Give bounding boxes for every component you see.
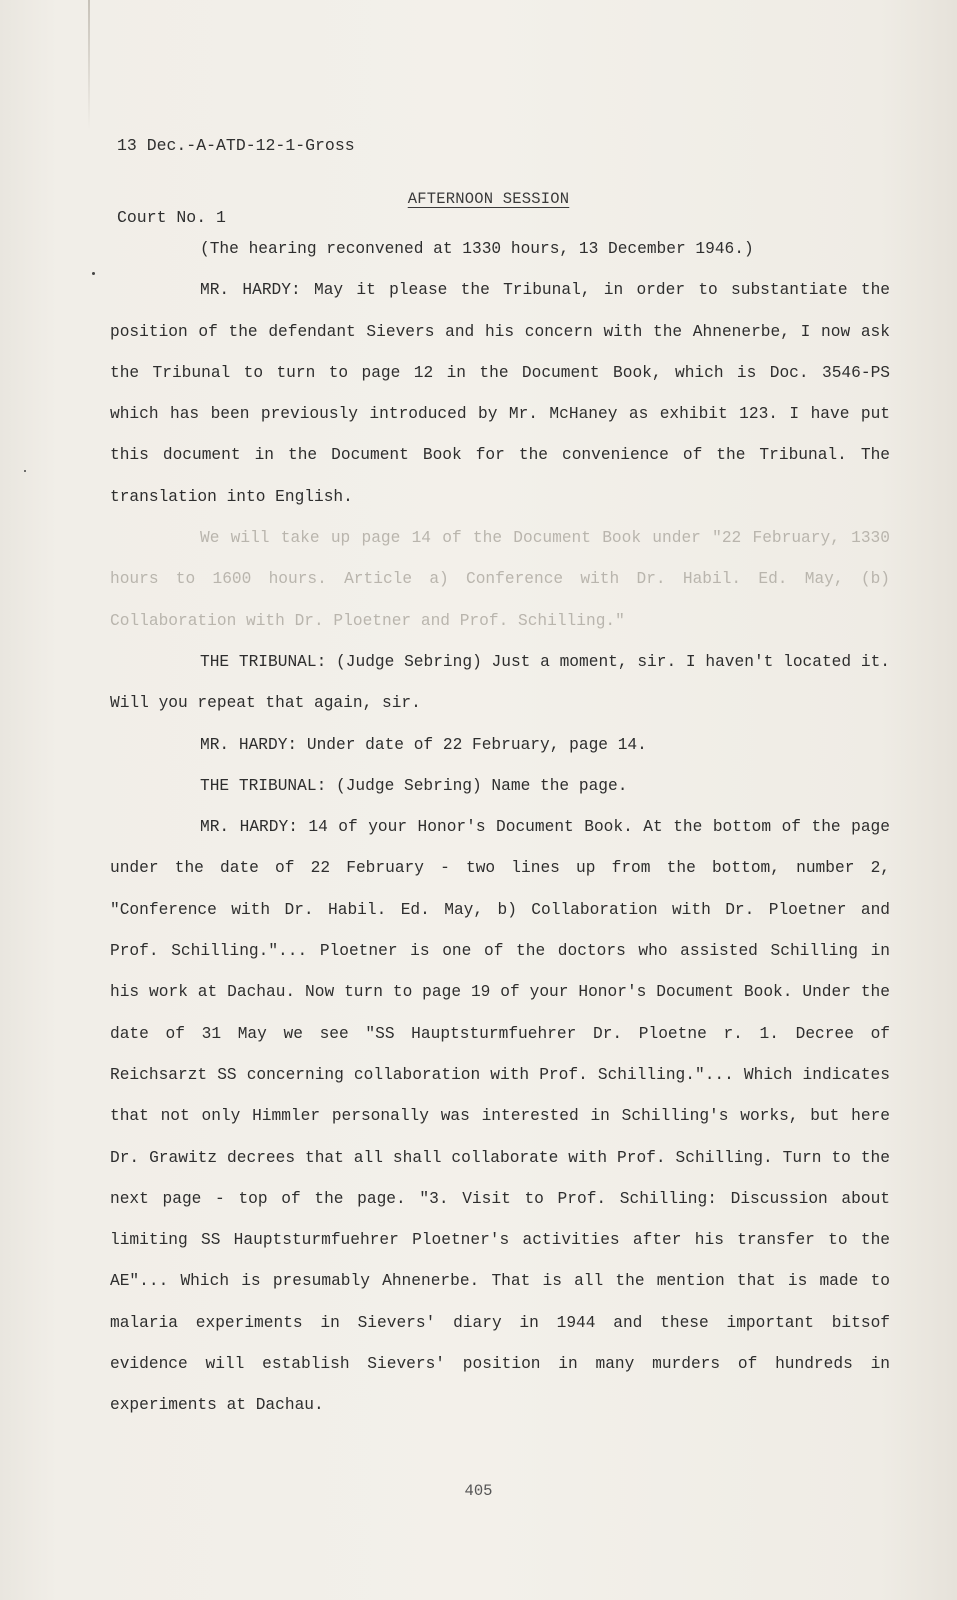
- paragraph-tribunal-question: THE TRIBUNAL: (Judge Sebring) Just a moment, sir. I haven't located it. Will you repeat that again, sir.: [110, 652, 890, 713]
- transcript-body: [110, 229, 890, 1427]
- paragraph-faded-entry: We will take up page 14 of the Document Book under "22 February, 1330 hours to 1600 hours. Article a) Conference with Dr. Habil. Ed. May, (b) Collaboration with Dr. Ploetner and Prof. Schilling.": [110, 529, 890, 630]
- session-heading: [0, 190, 957, 208]
- paragraph-hardy-intro: MR. HARDY: May it please the Tribunal, in order to substantiate the position of the defendant Sievers and his concern with the Ahnenerbe, I now ask the Tribunal to turn to page 12 in the Document Book, which is Doc. 3546-PS which has been previously introduced by Mr. McHaney as exhibit 123. I have put this document in the Document Book for the convenience of the Tribunal. The translation into English.: [110, 281, 890, 506]
- header-reference: 13 Dec.-A-ATD-12-1-Gross: [117, 136, 355, 155]
- paper-crease: [88, 0, 90, 130]
- session-heading-text: AFTERNOON SESSION: [407, 190, 570, 208]
- paragraph-hardy-main: MR. HARDY: 14 of your Honor's Document Book. At the bottom of the page under the date of 22 February - two lines up from the bottom, number 2, "Conference with Dr. Habil. Ed. May, b) Collaboration with Dr. Ploetner and Prof. Schilling."... Ploetner is one of the doctors who assisted Schilling in his work at Dachau. Now turn to page 19 of your Honor's Document Book. Under the date of 31 May we see "SS Hauptsturmfuehrer Dr. Ploetne r. 1. Decree of Reichsarzt SS concerning collaboration with Prof. Schilling."... Which indicates that not only Himmler personally was interested in Schilling's works, but here Dr. Grawitz decrees that all shall collaborate with Prof. Schilling. Turn to the next page - top of the page. "3. Visit to Prof. Schilling: Discussion about limiting SS Hauptsturmfuehrer Ploetner's activities after his transfer to the AE"... Which is presumably Ahnenerbe. That is all the mention that is made to malaria experiments in Sievers' diary in 1944 and these important bitsof evidence will establish Sievers' position in many murders of hundreds in experiments at Dachau.: [110, 818, 890, 1415]
- paragraph-reconvened: (The hearing reconvened at 1330 hours, 13 December 1946.): [200, 240, 754, 258]
- ink-speck: [92, 272, 95, 275]
- ink-speck: [24, 470, 26, 472]
- page-number: 405: [464, 1482, 493, 1500]
- paragraph-tribunal-page: THE TRIBUNAL: (Judge Sebring) Name the page.: [200, 776, 628, 795]
- header-court: Court No. 1: [117, 208, 226, 227]
- paragraph-hardy-date: MR. HARDY: Under date of 22 February, page 14.: [200, 735, 647, 754]
